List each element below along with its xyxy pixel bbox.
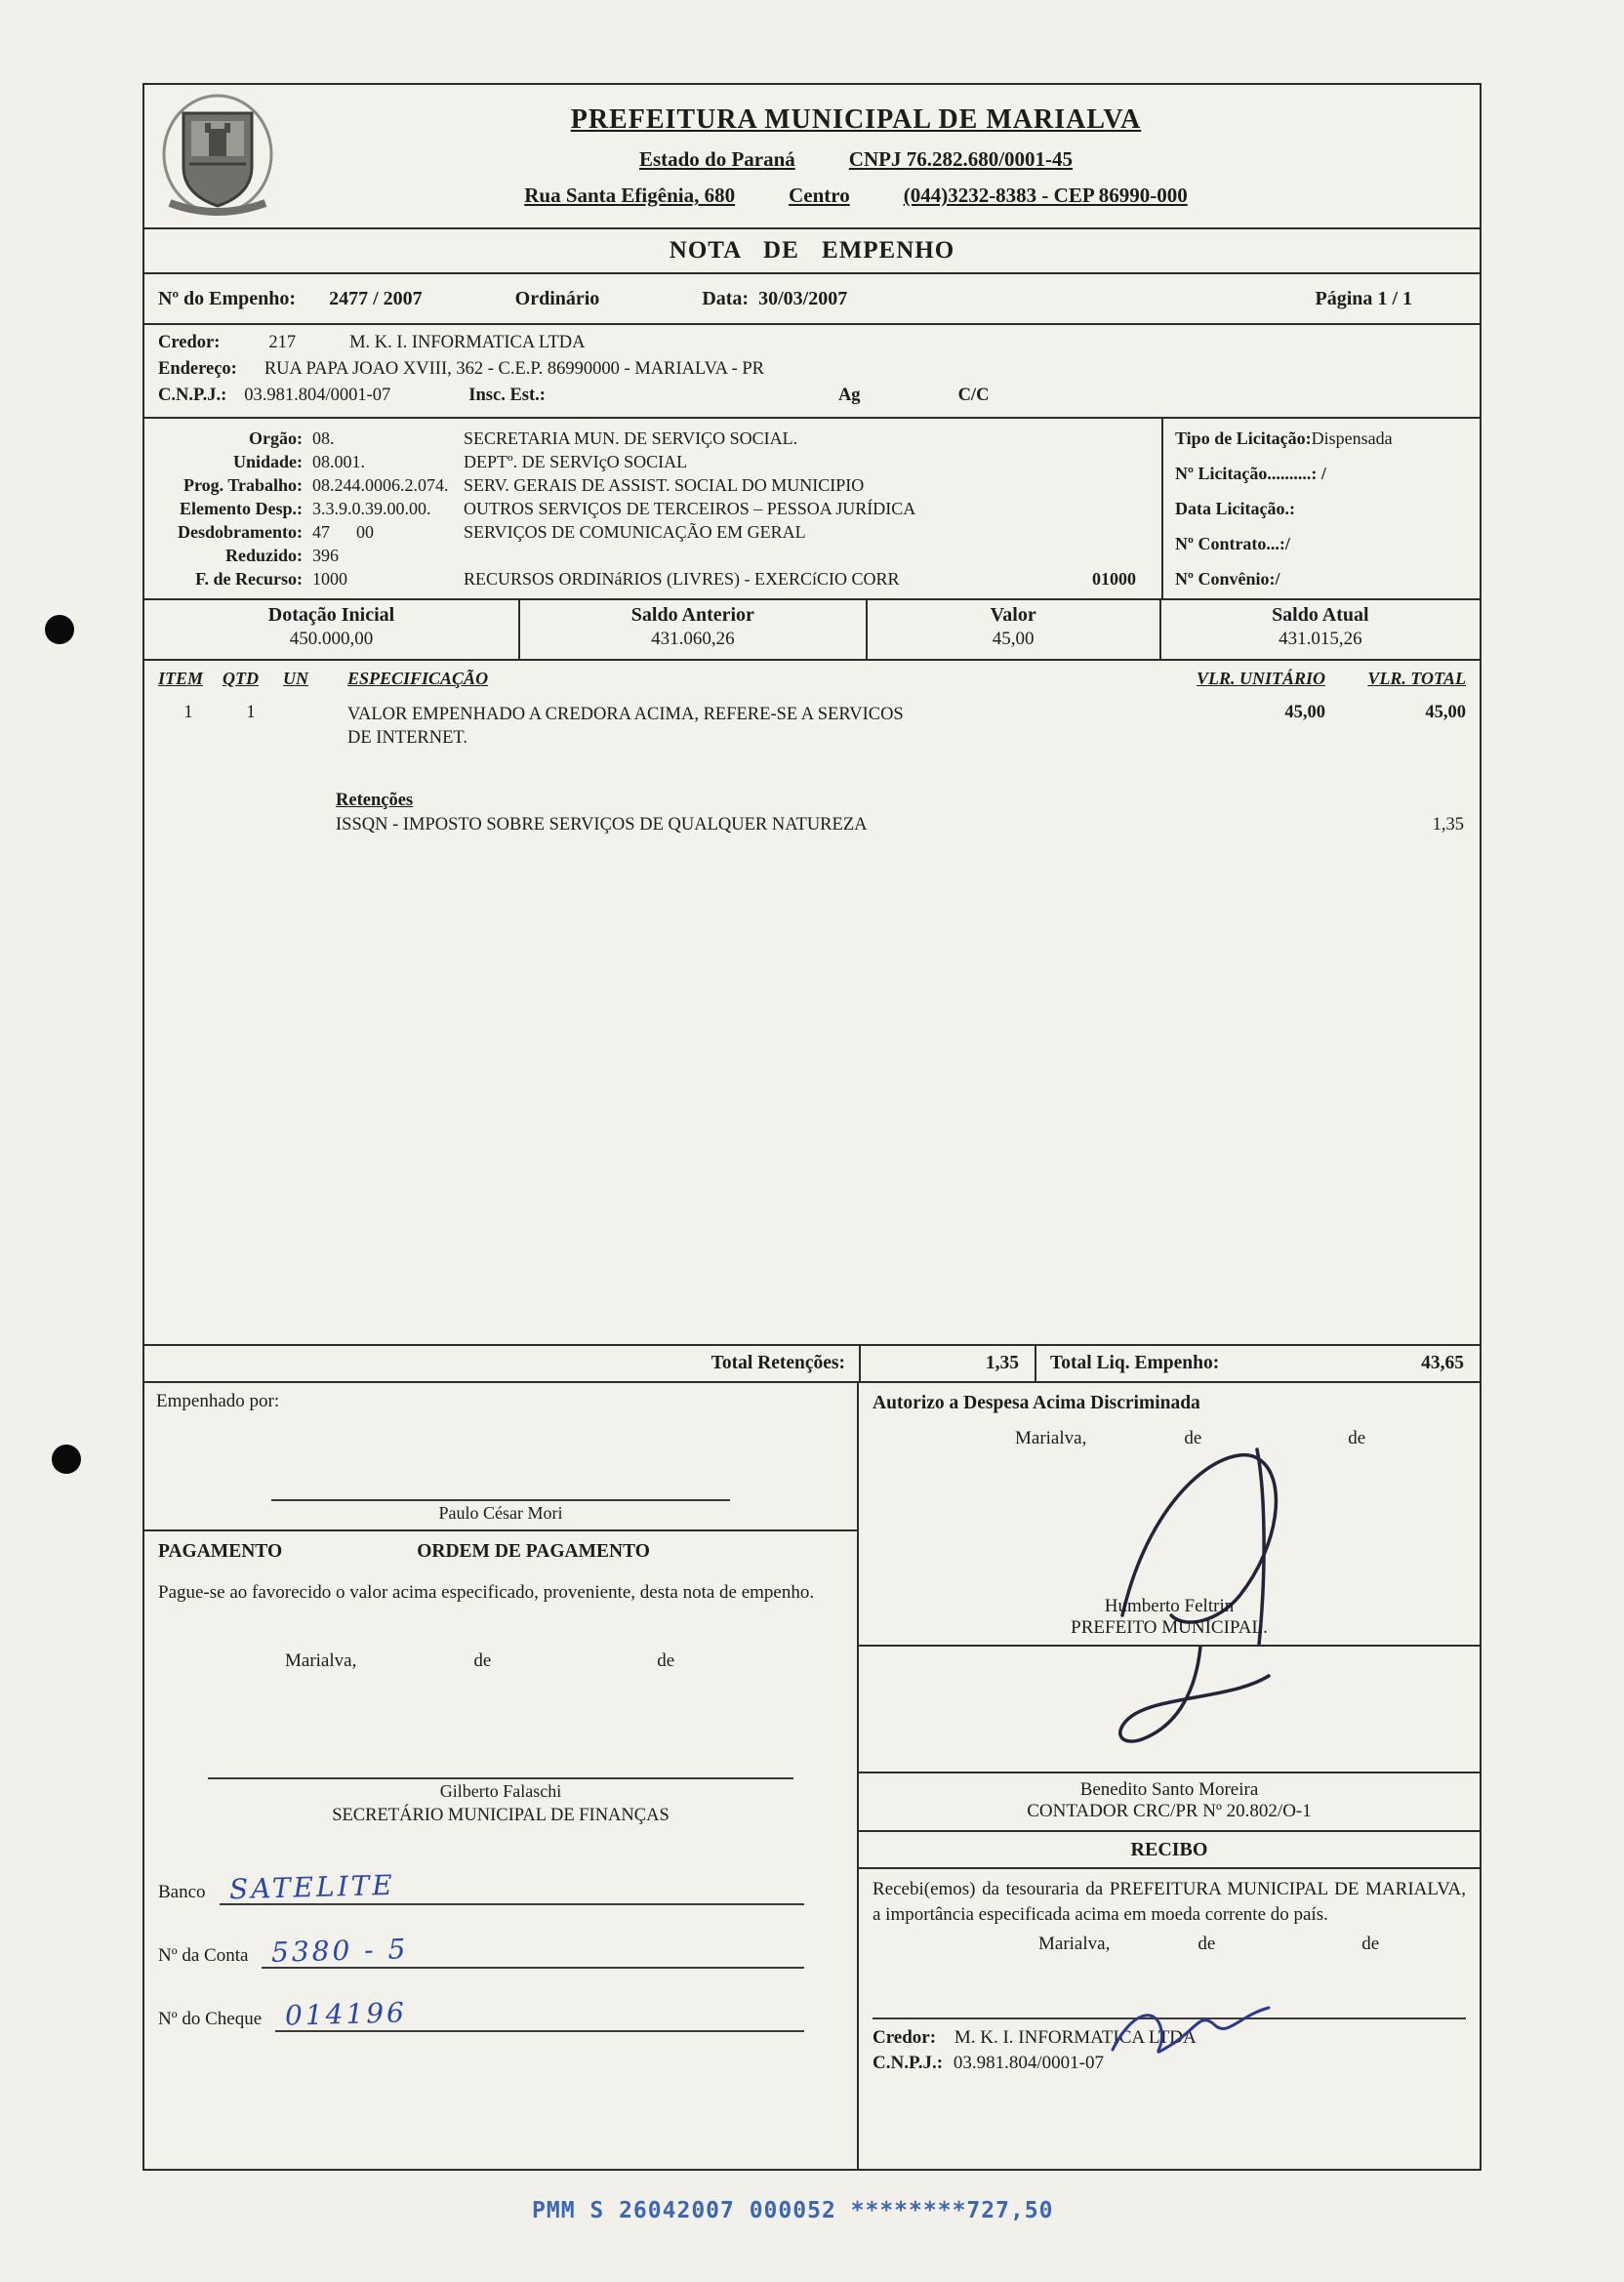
accountant-block [859, 1647, 1480, 1832]
cheque-fill-line [275, 1998, 804, 2032]
date-value: 30/03/2007 [758, 287, 848, 309]
bank-fields [158, 1868, 843, 2032]
balance-value: 431.060,26 [651, 629, 735, 649]
receipt-creditor-row [873, 2027, 1466, 2049]
hole-punch-dot [52, 1445, 81, 1474]
classification-desc: DEPTº. DE SERVIçO SOCIAL [464, 452, 688, 471]
creditor-cnpj: 03.981.804/0001-07 [244, 386, 391, 405]
payment-order-title: ORDEM DE PAGAMENTO [417, 1541, 650, 1562]
licitacao-label: Nº Convênio:/ [1175, 569, 1280, 589]
withholdings-title: Retenções [336, 791, 414, 810]
receipt-title: RECIBO [859, 1832, 1480, 1869]
payment-instruction-text: Pague-se ao favorecido o valor acima especificado, proveniente, desta nota de empenho. [158, 1582, 815, 1603]
signature-line [271, 1484, 730, 1501]
creditor-cnpj-row [158, 386, 1466, 406]
item-unit-price: 45,00 [1284, 703, 1325, 722]
classification-code: 47 00 [312, 522, 374, 542]
header-line-address [291, 183, 1421, 208]
classification-row-elemento [144, 497, 1161, 520]
balance-header: Valor [990, 604, 1036, 626]
items-header-row [158, 669, 1466, 689]
item-description: VALOR EMPENHADO A CREDORA ACIMA, REFERE-SE A SERVICOS DE INTERNET. [347, 705, 904, 748]
committed-by-name: Paulo César Mori [438, 1503, 563, 1523]
licitacao-numero [1175, 464, 1468, 484]
city-name: Marialva, [1038, 1934, 1111, 1954]
balance-value: 450.000,00 [289, 629, 374, 649]
accountant-title: CONTADOR CRC/PR Nº 20.802/O-1 [1027, 1801, 1312, 1821]
coat-of-arms-logo [144, 94, 291, 219]
classification-label: Orgão: [249, 428, 303, 448]
items-section [144, 661, 1480, 1344]
accountant-name-block [859, 1773, 1480, 1830]
contrato-numero [1175, 534, 1468, 554]
org-address: Rua Santa Efigênia, 680 [524, 183, 736, 207]
withholdings-block [336, 791, 1466, 835]
classification-row-prog-trabalho [144, 473, 1161, 497]
cnpj-label: C.N.P.J.: [158, 386, 227, 405]
payment-titles [158, 1541, 843, 1563]
item-total: 45,00 [1425, 703, 1466, 722]
handwritten-account-number: 5380 - 5 [271, 1933, 410, 1969]
item-row [158, 703, 1466, 750]
account-label: C/C [957, 386, 990, 405]
classification-desc: SERVIÇOS DE COMUNICAÇÃO EM GERAL [464, 522, 806, 542]
dot-matrix-print-line: PMM S 26042007 000052 ********727,50 [532, 2198, 1054, 2223]
licitacao-tipo [1175, 428, 1468, 449]
mayor-title: PREFEITO MUNICIPAL. [1071, 1617, 1268, 1638]
receipt-body [859, 1869, 1480, 2169]
col-header-vlr-unitario: VLR. UNITÁRIO [1196, 669, 1325, 688]
mayor-signature-tail [1083, 1647, 1298, 1762]
page-label: Página [1315, 287, 1373, 309]
state-label: Estado do Paraná [638, 147, 795, 171]
withholding-row [336, 815, 1466, 835]
page-indicator [1316, 288, 1412, 310]
licitacao-panel [1161, 419, 1480, 598]
empenho-number: 2477 / 2007 [329, 287, 423, 309]
balance-col-saldo-atual [1159, 600, 1480, 659]
state-registration-label: Insc. Est.: [468, 386, 546, 405]
bank-field-row [158, 1868, 843, 1906]
org-phone-cep: (044)3232-8383 - CEP 86990-000 [903, 183, 1188, 207]
crest-graphic [160, 94, 275, 219]
balance-header: Saldo Anterior [630, 604, 754, 626]
creditor-code: 217 [268, 333, 297, 352]
bank-label: Banco [158, 1882, 206, 1902]
licitacao-value: Dispensada [1311, 428, 1393, 448]
creditor-label: Credor: [873, 2027, 937, 2048]
date-label: Data: [702, 287, 750, 309]
creditor-section [144, 325, 1480, 419]
withholding-description: ISSQN - IMPOSTO SOBRE SERVIÇOS DE QUALQUER NATUREZA [336, 815, 868, 835]
balance-col-dotacao [144, 600, 518, 659]
classification-desc: RECURSOS ORDINáRIOS (LIVRES) - EXERCíCIO CORR [464, 569, 900, 589]
date-word-de: de [1198, 1934, 1216, 1954]
city-name: Marialva, [285, 1650, 357, 1671]
withholding-value: 1,35 [1432, 815, 1464, 835]
cheque-field-row [158, 1998, 843, 2032]
left-signature-column [144, 1383, 859, 2169]
classification-code: 396 [312, 546, 339, 565]
authorization-date-line [859, 1428, 1480, 1449]
col-header-qtd: QTD [223, 669, 259, 688]
page-value: 1 / 1 [1377, 287, 1412, 309]
classification-label: Elemento Desp.: [180, 499, 303, 518]
committed-by-block [144, 1383, 857, 1529]
classification-code: 08.001. [312, 452, 365, 471]
balance-col-saldo-anterior [518, 600, 866, 659]
licitacao-label: Nº Licitação..........: / [1175, 464, 1326, 483]
classification-label: Prog. Trabalho: [183, 475, 303, 495]
committed-by-signature-block [271, 1484, 730, 1528]
empenho-number-label: Nº do Empenho: [158, 287, 297, 309]
classification-row-desdobramento [144, 520, 1161, 544]
payment-block [144, 1529, 857, 2169]
col-header-item: ITEM [158, 669, 204, 688]
hole-punch-dot [45, 615, 74, 644]
payment-title: PAGAMENTO [158, 1541, 283, 1562]
signatures-section [144, 1383, 1480, 2169]
item-number: 1 [183, 703, 193, 722]
classification-row-reduzido [144, 544, 1161, 567]
authorization-title: Autorizo a Despesa Acima Discriminada [873, 1393, 1200, 1413]
classification-label: Desdobramento: [178, 522, 303, 542]
net-total-value: 43,65 [1421, 1353, 1464, 1373]
mayor-name: Humberto Feltrin [1104, 1596, 1235, 1616]
org-district: Centro [789, 183, 850, 207]
item-unit [283, 703, 344, 750]
handwritten-cheque-number: 014196 [284, 1996, 408, 2032]
classification-row-fonte-recurso [144, 567, 1161, 591]
committed-by-label: Empenhado por: [156, 1391, 280, 1411]
form-header [144, 85, 1480, 229]
classification-label: F. de Recurso: [195, 569, 303, 589]
accountant-name: Benedito Santo Moreira [1079, 1779, 1259, 1800]
bank-fill-line [220, 1868, 804, 1906]
classification-desc: OUTROS SERVIÇOS DE TERCEIROS – PESSOA JURÍDICA [464, 499, 916, 518]
org-cnpj: CNPJ 76.282.680/0001-45 [848, 147, 1074, 171]
col-header-espec: ESPECIFICAÇÃO [347, 669, 489, 688]
cnpj-label: C.N.P.J.: [873, 2053, 944, 2073]
classification-row-unidade [144, 450, 1161, 473]
receipt-cnpj-row [873, 2053, 1466, 2074]
classification-list [144, 419, 1161, 598]
payment-date-line [158, 1650, 843, 1672]
finance-secretary-title: SECRETÁRIO MUNICIPAL DE FINANÇAS [332, 1806, 670, 1825]
cheque-number-label: Nº do Cheque [158, 2009, 263, 2029]
nota-de-empenho-form [142, 83, 1482, 2171]
receipt-text: Recebi(emos) da tesouraria da PREFEITURA MUNICIPAL DE MARIALVA, a importância especificada acima em moeda corrente do país. [873, 1879, 1466, 1925]
date-word-de: de [1184, 1428, 1202, 1448]
creditor-signature-line [873, 2017, 1466, 2019]
account-field-row [158, 1935, 843, 1969]
agency-label: Ag [837, 386, 861, 405]
document-title: NOTA DE EMPENHO [144, 229, 1480, 274]
finance-secretary-signature-block [158, 1762, 843, 1826]
authorization-block [859, 1383, 1480, 1647]
total-withholdings-value: 1,35 [859, 1346, 1035, 1381]
classification-code: 08.244.0006.2.074. [312, 475, 449, 495]
right-signature-column [859, 1383, 1480, 2169]
balance-value: 431.015,26 [1279, 629, 1362, 649]
date-word-de: de [657, 1650, 675, 1671]
creditor-address: RUA PAPA JOAO XVIII, 362 - C.E.P. 86990000 - MARIALVA - PR [264, 359, 764, 379]
signature-tail-zone [859, 1647, 1480, 1773]
creditor-name: M. K. I. INFORMATICA LTDA [349, 333, 586, 352]
licitacao-label: Data Licitação.: [1175, 499, 1295, 518]
classification-code: 08. [312, 428, 335, 448]
convenio-numero [1175, 569, 1468, 590]
header-text-block [291, 104, 1480, 208]
mayor-name-block [859, 1596, 1480, 1639]
licitacao-data [1175, 499, 1468, 519]
header-line-state-cnpj [291, 147, 1421, 172]
creditor-name: M. K. I. INFORMATICA LTDA [954, 2027, 1197, 2048]
date-word-de: de [473, 1650, 492, 1671]
finance-secretary-name: Gilberto Falaschi [439, 1781, 562, 1801]
account-number-label: Nº da Conta [158, 1945, 249, 1966]
address-label: Endereço: [158, 359, 237, 379]
col-header-vlr-total: VLR. TOTAL [1367, 669, 1466, 688]
classification-desc: SECRETARIA MUN. DE SERVIÇO SOCIAL. [464, 428, 798, 448]
net-total-label: Total Liq. Empenho: [1035, 1346, 1337, 1381]
classification-code: 1000 [312, 569, 347, 589]
classification-row-orgao [144, 427, 1161, 450]
licitacao-label: Nº Contrato...:/ [1175, 534, 1290, 553]
classification-label: Unidade: [232, 452, 303, 471]
balance-value: 45,00 [992, 629, 1035, 649]
account-fill-line [262, 1935, 804, 1969]
item-qty: 1 [246, 703, 256, 722]
balance-col-valor [866, 600, 1159, 659]
creditor-address-row [158, 359, 1466, 380]
classification-label: Reduzido: [224, 546, 303, 565]
date-word-de: de [1348, 1428, 1366, 1448]
creditor-label: Credor: [158, 333, 221, 352]
handwritten-bank-name: SATELITE [228, 1868, 395, 1906]
balance-header: Saldo Atual [1272, 604, 1369, 626]
licitacao-label: Tipo de Licitação: [1175, 428, 1312, 448]
classification-code: 3.3.9.0.39.00.00. [312, 499, 431, 518]
totals-row [144, 1344, 1480, 1383]
creditor-row [158, 333, 1466, 353]
classification-extra-code: 01000 [1092, 569, 1136, 589]
receipt-date-line [873, 1934, 1466, 1955]
empenho-info-row [144, 274, 1480, 325]
balance-header: Dotação Inicial [267, 604, 395, 626]
budget-classification-section [144, 419, 1480, 600]
date-word-de: de [1361, 1934, 1380, 1954]
empenho-type: Ordinário [514, 287, 600, 309]
city-name: Marialva, [1015, 1428, 1087, 1448]
creditor-cnpj: 03.981.804/0001-07 [953, 2053, 1104, 2073]
col-header-un: UN [283, 669, 308, 688]
signature-line [208, 1762, 793, 1779]
balances-table [144, 600, 1480, 661]
org-name: PREFEITURA MUNICIPAL DE MARIALVA [570, 104, 1142, 135]
classification-desc: SERV. GERAIS DE ASSIST. SOCIAL DO MUNICIPIO [464, 475, 865, 495]
total-withholdings-label: Total Retenções: [710, 1353, 845, 1373]
